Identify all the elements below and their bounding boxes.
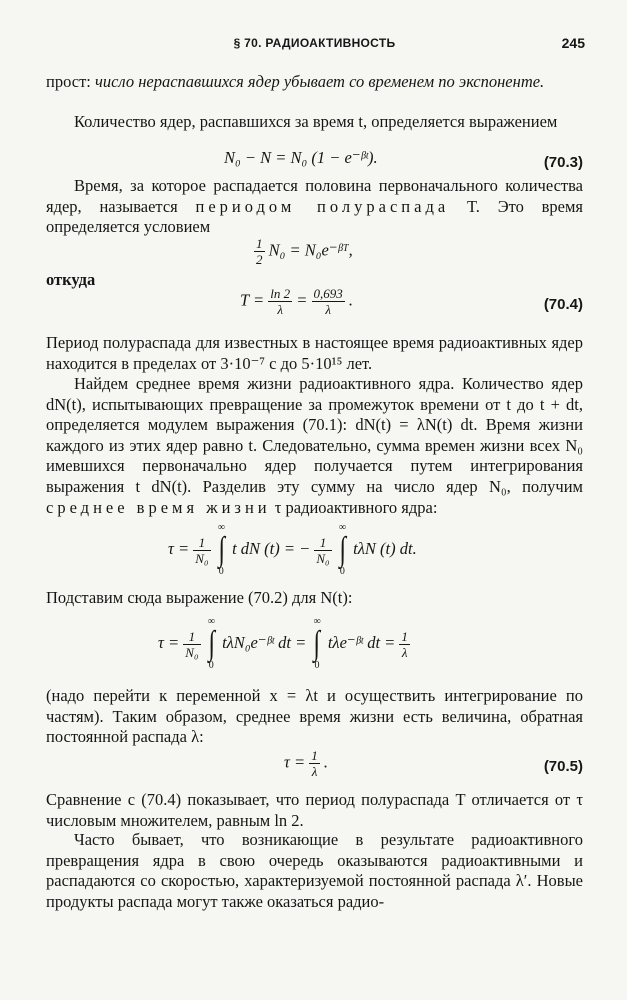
num: 0,693 xyxy=(313,286,343,301)
fraction-half xyxy=(254,236,265,267)
spaced-term: периодом полураспада xyxy=(195,196,450,216)
running-header xyxy=(44,36,585,56)
num: 1 xyxy=(256,236,263,251)
integrand: tλN₀e⁻ᵝᵗ dt = xyxy=(222,632,307,652)
equation-70-5 xyxy=(46,748,583,788)
lower-limit: 0 xyxy=(218,566,224,577)
upper-limit: ∞ xyxy=(217,522,225,533)
den: λ xyxy=(311,764,318,779)
text: Найдем среднее время жизни радиоактивного ядра. Количество ядер dN(t), испытывающих превращение за промежуток времени от t до t + dt, определяется модулем выражения (70.1): dN(t) = λN(t) dt. Время жизни каждого из этих ядер равно t. Следовательно, сумма времен жизни всех N₀ имевшихся первоначально ядер получается путем интегрирования выражения t dN(t). Разделив эту сумму на число ядер N₀, получим xyxy=(46,374,583,496)
eq-lhs: τ = xyxy=(158,632,180,652)
equation-number: (70.3) xyxy=(543,154,583,171)
equation-number: (70.4) xyxy=(543,296,583,313)
integral-sign: ∞ ∫ 0 xyxy=(217,522,225,577)
lower-limit: 0 xyxy=(339,566,345,577)
equation-mean-life-integral xyxy=(46,522,583,582)
num: 1 xyxy=(311,748,318,763)
fraction xyxy=(183,629,200,660)
upper-limit: ∞ xyxy=(338,522,346,533)
paragraph-mean-life xyxy=(46,374,583,518)
fraction xyxy=(314,535,331,566)
paragraph-continuation xyxy=(46,72,583,93)
text: Время, за которое распадается половина первоначального количества ядер, называется xyxy=(46,176,583,216)
integral-sign: ∞ ∫ 0 xyxy=(338,522,346,577)
eq-end: . xyxy=(323,752,329,772)
page-number: 245 xyxy=(561,35,585,51)
word-otkuda: откуда xyxy=(46,270,96,289)
eq-lhs: τ = xyxy=(284,752,306,772)
lower-limit: 0 xyxy=(208,660,214,671)
paragraph-decay-chain: Часто бывает, что возникающие в результате радиоактивного превращения ядра в свою очередь оказываются радиоактивными и распадаются со скоростью, характеризуемой постоянной распада λ′. Новые продукты распада могут также оказаться радио- xyxy=(46,830,583,911)
integral-sign: ∞ ∫ 0 xyxy=(313,616,321,671)
den: N₀ xyxy=(185,644,199,660)
text: прост: xyxy=(46,72,95,91)
den: λ xyxy=(401,644,408,660)
den: N₀ xyxy=(195,550,209,566)
fraction xyxy=(193,535,210,566)
paragraph-half-life xyxy=(46,176,583,238)
fraction xyxy=(399,629,410,660)
eq-end: . xyxy=(348,290,354,310)
equation-body: N₀ − N = N₀ (1 − e⁻ᵝᵗ). xyxy=(224,148,378,167)
integrand: tλe⁻ᵝᵗ dt = xyxy=(327,632,396,652)
emphasis-text: число нераспавшихся ядер убывает со временем по экспоненте. xyxy=(94,72,545,91)
num: 1 xyxy=(401,628,408,644)
den: λ xyxy=(277,302,284,317)
num: 1 xyxy=(314,535,331,551)
equation-70-4 xyxy=(46,286,583,326)
upper-limit: ∞ xyxy=(207,616,215,627)
paragraph-comparison: Сравнение с (70.4) показывает, что период полураспада T отличается от τ числовым множителем, равным ln 2. xyxy=(46,790,583,830)
den: λ xyxy=(325,302,331,317)
text: T. Это время определяется условием xyxy=(46,196,583,237)
upper-limit: ∞ xyxy=(313,616,321,627)
integrand: tλN (t) dt. xyxy=(353,538,417,558)
eq-sign: = xyxy=(296,290,308,310)
fraction-ln2 xyxy=(268,286,292,317)
lower-limit: 0 xyxy=(314,660,320,671)
text: τ радиоактивного ядра: xyxy=(270,497,438,517)
paragraph-substitute: Подставим сюда выражение (70.2) для N(t): xyxy=(46,588,353,607)
paragraph-integration-note: (надо перейти к переменной x = λt и осуществить интегрирование по частям). Таким образом, среднее время жизни есть величина, обратная постоянной распада λ: xyxy=(46,686,583,747)
num: 1 xyxy=(193,535,210,551)
eq-lhs: τ = xyxy=(168,538,190,558)
den: N₀ xyxy=(316,550,330,566)
num: 1 xyxy=(183,629,200,645)
eq-lhs: T = xyxy=(240,290,265,310)
integral-sign: ∞ ∫ 0 xyxy=(207,616,215,671)
spaced-term: среднее время жизни xyxy=(46,497,271,517)
equation-mean-life-result xyxy=(46,616,583,676)
paragraph-half-life-range: Период полураспада для известных в настоящее время радиоактивных ядер находится в пределах от 3·10⁻⁷ с до 5·10¹⁵ лет. xyxy=(46,333,583,373)
equation-body: N₀ = N₀e⁻ᵝᵀ, xyxy=(268,240,353,260)
paragraph-decay-count: Количество ядер, распавшихся за время t, определяется выражением xyxy=(74,112,558,131)
section-title: § 70. РАДИОАКТИВНОСТЬ xyxy=(233,36,396,50)
equation-number: (70.5) xyxy=(543,758,583,775)
fraction-0693 xyxy=(312,286,345,317)
den: 2 xyxy=(256,252,263,267)
fraction xyxy=(309,748,320,779)
num: ln 2 xyxy=(270,286,291,301)
equation-half-condition xyxy=(46,236,583,276)
integrand: t dN (t) = − xyxy=(232,538,311,558)
